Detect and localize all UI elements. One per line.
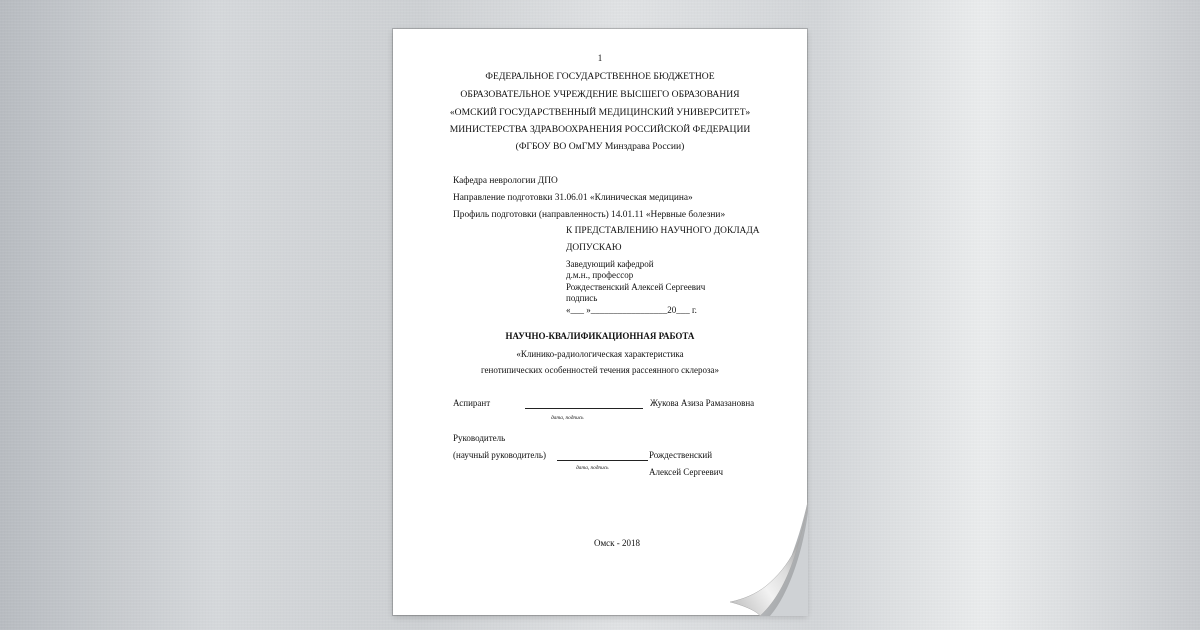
header-line-1: ФЕДЕРАЛЬНОЕ ГОСУДАРСТВЕННОЕ БЮДЖЕТНОЕ [485,71,715,82]
approval-line-1: К ПРЕДСТАВЛЕНИЮ НАУЧНОГО ДОКЛАДА [566,226,760,236]
header-line-3: «ОМСКИЙ ГОСУДАРСТВЕННЫЙ МЕДИЦИНСКИЙ УНИВЕРСИТЕТ» [449,107,751,118]
approval-degree: д.м.н., профессор [566,270,634,280]
supervisor-name-1: Рождественский [649,450,713,460]
approval-date: «___ »_________________20___ г. [566,305,697,315]
aspirant-label: Аспирант [453,398,491,408]
supervisor-signature-line [557,460,648,461]
work-topic-line-1: «Клинико-радиологическая характеристика [516,349,684,359]
approval-head-title: Заведующий кафедрой [566,259,654,269]
work-topic-line-2: генотипических особенностей течения рассеянного склероза» [480,365,720,375]
aspirant-caption: дата, подпись [551,415,584,421]
supervisor-label-1: Руководитель [453,433,506,443]
page-number: 1 [597,53,603,63]
approval-signature: подпись [566,293,598,303]
header-line-2: ОБРАЗОВАТЕЛЬНОЕ УЧРЕЖДЕНИЕ ВЫСШЕГО ОБРАЗОВАНИЯ [460,89,740,100]
approval-line-2: ДОПУСКАЮ [566,243,622,253]
approval-name: Рождественский Алексей Сергеевич [566,282,706,292]
aspirant-signature-line [525,408,643,409]
aspirant-name: Жукова Азиза Рамазановна [650,398,755,408]
header-line-5: (ФГБОУ ВО ОмГМУ Минздрава России) [515,141,685,152]
department-line: Кафедра неврологии ДПО [453,176,558,186]
supervisor-caption: дата, подпись [576,465,609,471]
work-title: НАУЧНО-КВАЛИФИКАЦИОННАЯ РАБОТА [505,331,695,341]
document-page [393,29,807,615]
city-year: Омск - 2018 [593,538,641,548]
profile-line: Профиль подготовки (направленность) 14.01.11 «Нервные болезни» [453,210,726,220]
page-curl-icon [726,500,808,616]
direction-line: Направление подготовки 31.06.01 «Клиническая медицина» [453,193,693,203]
supervisor-name-2: Алексей Сергеевич [649,467,724,477]
header-line-4: МИНИСТЕРСТВА ЗДРАВООХРАНЕНИЯ РОССИЙСКОЙ ФЕДЕРАЦИИ [449,124,751,135]
supervisor-label-2: (научный руководитель) [453,450,546,460]
